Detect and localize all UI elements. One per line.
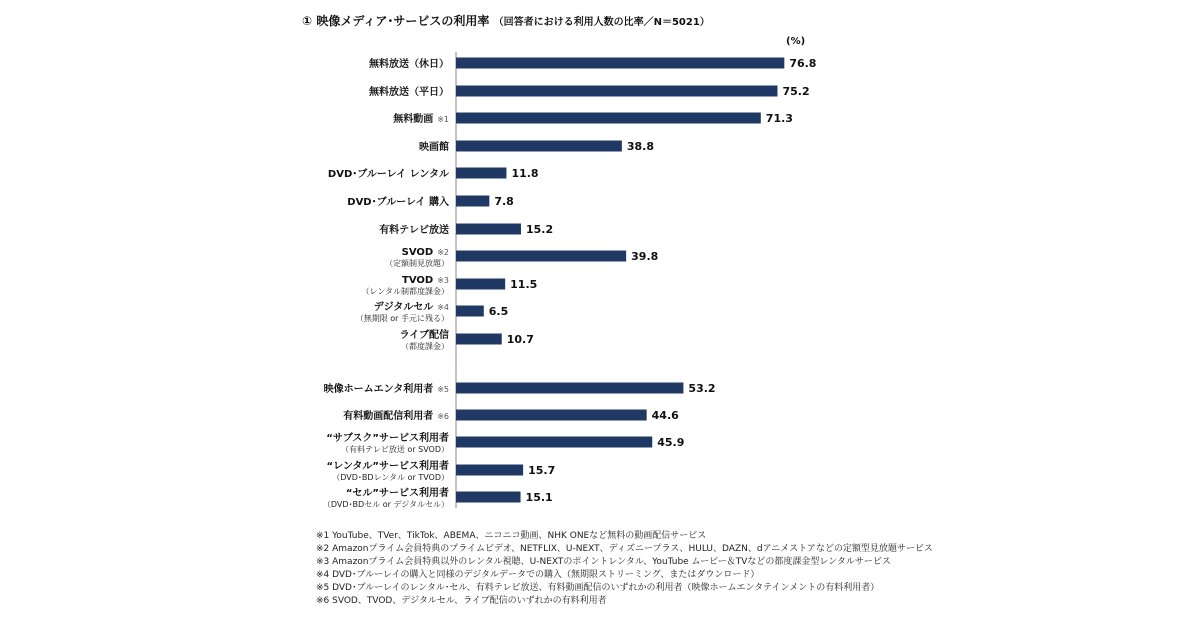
bar-15 bbox=[456, 465, 523, 476]
category-sublabel-15: （DVD･BDレンタル or TVOD） bbox=[332, 473, 449, 482]
data-label-3: 71.3 bbox=[765, 112, 793, 125]
bar-3 bbox=[456, 113, 761, 124]
data-label-5: 11.8 bbox=[511, 167, 539, 180]
category-label-1: 無料放送（休日） bbox=[369, 59, 449, 70]
category-label-16: “セル”サービス利用者 bbox=[345, 488, 449, 499]
category-sublabel-11: （都度課金） bbox=[401, 342, 449, 351]
category-sublabel-8: （定額制見放題） bbox=[385, 259, 449, 268]
category-label-11: ライブ配信 bbox=[399, 330, 449, 341]
category-label-8: SVOD ※2 bbox=[401, 247, 449, 258]
footnote-6: ※6 SVOD、TVOD、デジタルセル、ライブ配信のいずれかの有料利用者 bbox=[316, 596, 607, 606]
category-label-5: DVD･ブルーレイ レンタル bbox=[327, 169, 449, 180]
data-label-14: 45.9 bbox=[657, 436, 685, 449]
category-label-14: “サブスク”サービス利用者 bbox=[326, 433, 449, 444]
bar-5 bbox=[456, 168, 506, 179]
bar-6 bbox=[456, 196, 489, 207]
bar-10 bbox=[456, 306, 484, 317]
data-label-13: 44.6 bbox=[651, 409, 679, 422]
category-label-15: “レンタル”サービス利用者 bbox=[326, 461, 449, 472]
category-label-4: 映画館 bbox=[419, 142, 449, 153]
data-label-15: 15.7 bbox=[528, 464, 556, 477]
category-label-7: 有料テレビ放送 bbox=[379, 225, 449, 236]
category-label-12: 映像ホームエンタ利用者 ※5 bbox=[323, 384, 449, 395]
footnote-3: ※3 Amazonプライム会員特典以外のレンタル視聴、U-NEXTのポイントレンタル、YouTube ムービー＆TVなどの都度課金型レンタルサービス bbox=[316, 557, 891, 567]
data-label-16: 15.1 bbox=[525, 491, 553, 504]
category-label-3: 無料動画 ※1 bbox=[393, 114, 449, 125]
bar-8 bbox=[456, 251, 626, 262]
footnote-2: ※2 Amazonプライム会員特典のプライムビデオ、NETFLIX、U-NEXT、ディズニープラス、HULU、DAZN、dアニメストアなどの定額型見放題サービス bbox=[316, 544, 933, 554]
footnote-4: ※4 DVD･ブルーレイの購入と同様のデジタルデータでの購入（無期限ストリーミング、またはダウンロード） bbox=[316, 570, 760, 580]
footnotes bbox=[316, 530, 933, 608]
bar-9 bbox=[456, 279, 505, 290]
bar-12 bbox=[456, 383, 683, 394]
data-label-10: 6.5 bbox=[488, 305, 509, 318]
bar-2 bbox=[456, 86, 777, 97]
footnote-5: ※5 DVD･ブルーレイのレンタル･セル、有料テレビ放送、有料動画配信のいずれかの利用者（映像ホームエンタテインメントの有料利用者） bbox=[316, 583, 880, 593]
category-sublabel-9: （レンタル制都度課金） bbox=[361, 287, 449, 296]
bar-16 bbox=[456, 492, 521, 503]
category-label-6: DVD･ブルーレイ 購入 bbox=[347, 197, 449, 208]
category-label-9: TVOD ※3 bbox=[402, 275, 449, 286]
data-label-11: 10.7 bbox=[506, 333, 534, 346]
data-label-6: 7.8 bbox=[494, 195, 514, 208]
data-label-12: 53.2 bbox=[688, 382, 716, 395]
data-label-8: 39.8 bbox=[631, 250, 659, 263]
unit-label: (%) bbox=[786, 36, 806, 47]
category-label-13: 有料動画配信利用者 ※6 bbox=[343, 411, 449, 422]
data-label-4: 38.8 bbox=[626, 140, 655, 153]
bar-1 bbox=[456, 58, 784, 69]
category-sublabel-10: （無期限 or 手元に残る） bbox=[355, 314, 449, 323]
chart-title-sub: （回答者における利用人数の比率／N＝5021） bbox=[493, 17, 710, 28]
bar-11 bbox=[456, 334, 502, 345]
category-label-10: デジタルセル ※4 bbox=[373, 302, 449, 313]
bar-7 bbox=[456, 224, 521, 235]
data-label-1: 76.8 bbox=[789, 57, 817, 70]
category-sublabel-16: （DVD･BDセル or デジタルセル） bbox=[322, 500, 449, 509]
bar-13 bbox=[456, 410, 647, 421]
footnote-1: ※1 YouTube、TVer、TikTok、ABEMA、ニコニコ動画、NHK ONEなど無料の動画配信サービス bbox=[316, 531, 707, 541]
category-sublabel-14: （有料テレビ放送 or SVOD） bbox=[341, 445, 449, 454]
bar-4 bbox=[456, 141, 622, 152]
data-label-7: 15.2 bbox=[525, 223, 554, 236]
data-label-9: 11.5 bbox=[510, 278, 538, 291]
category-label-2: 無料放送（平日） bbox=[369, 87, 449, 98]
data-label-2: 75.2 bbox=[782, 85, 810, 98]
bar-14 bbox=[456, 437, 652, 448]
chart-title-main: ① 映像メディア･サービスの利用率 bbox=[302, 14, 490, 28]
